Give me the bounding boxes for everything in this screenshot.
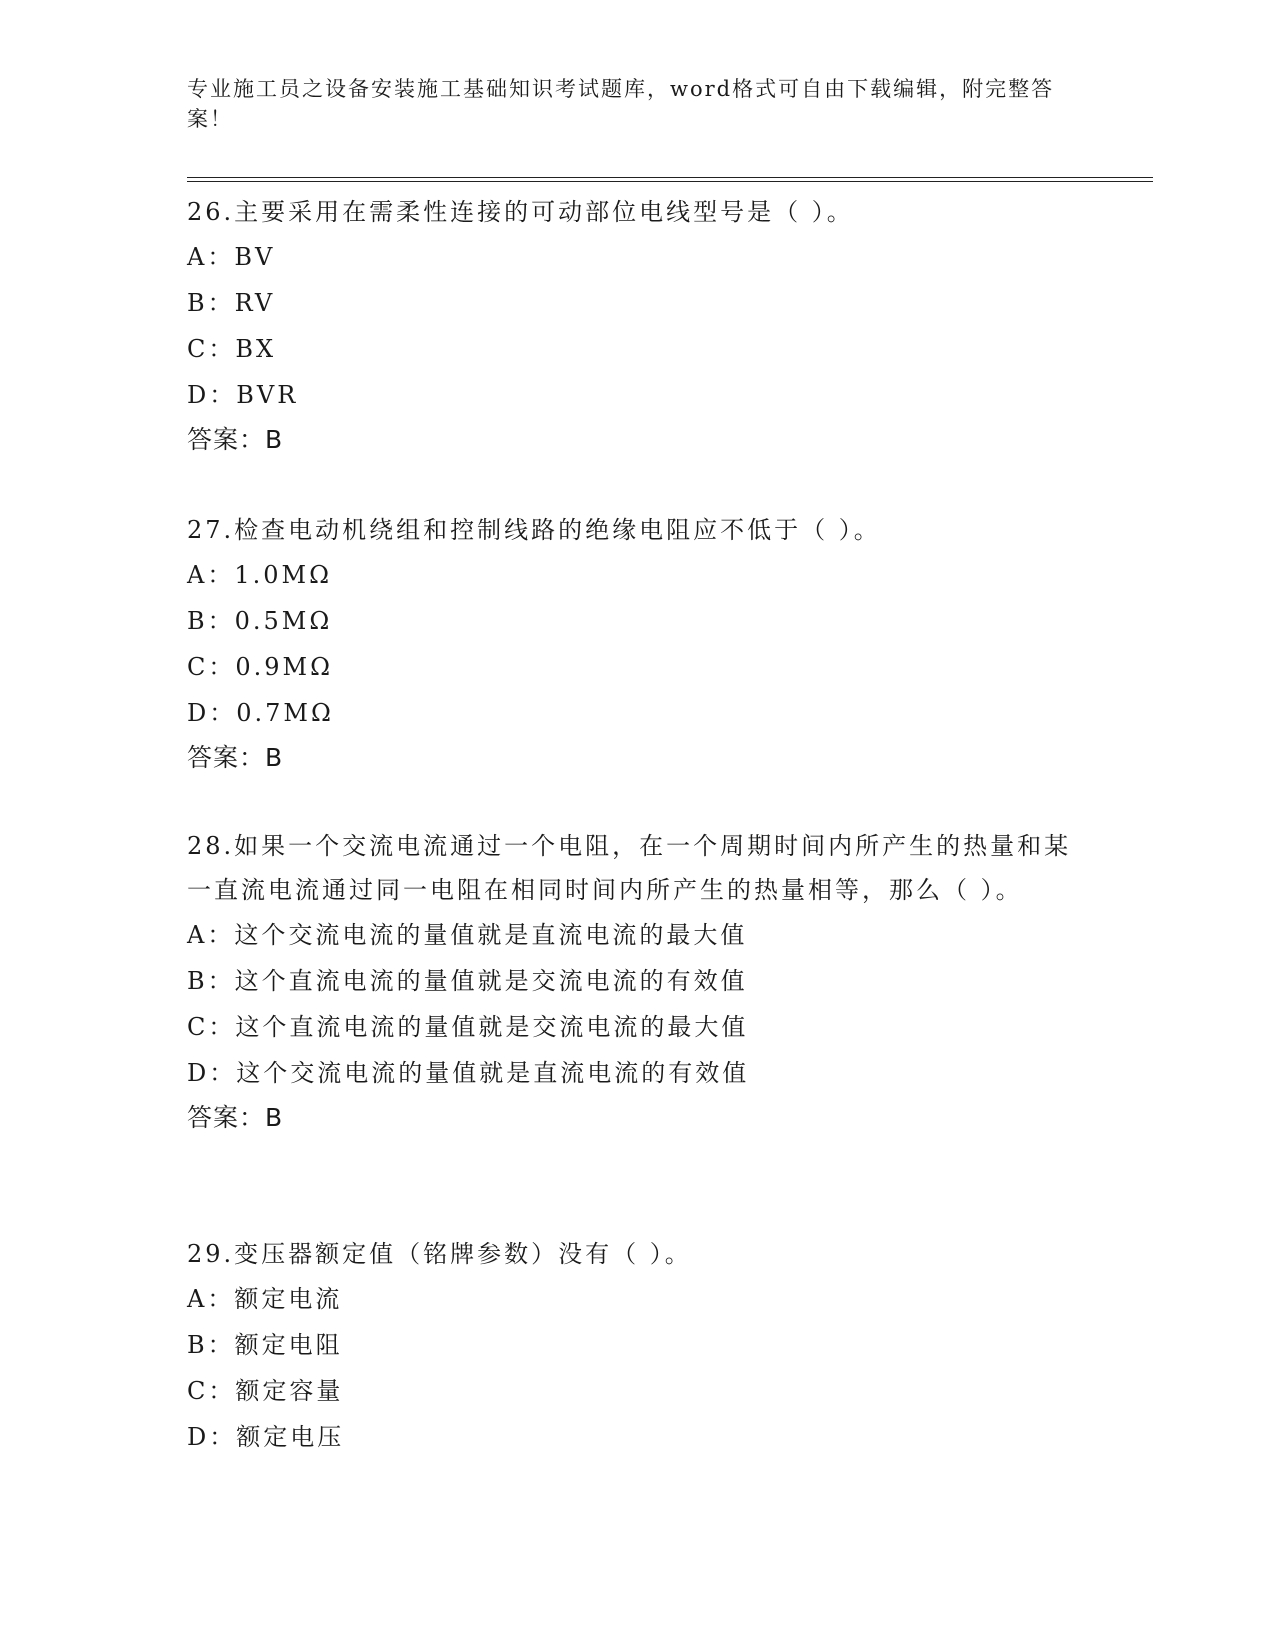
option-b: B：额定电阻 bbox=[187, 1331, 343, 1359]
option-c: C：BX bbox=[187, 335, 277, 363]
question-28 bbox=[187, 824, 1087, 1140]
option-d: D：这个交流电流的量值就是直流电流的有效值 bbox=[187, 1059, 750, 1087]
answer-text: 答案：B bbox=[187, 425, 284, 454]
option-c: C：这个直流电流的量值就是交流电流的最大值 bbox=[187, 1013, 749, 1041]
answer-text: 答案：B bbox=[187, 1103, 284, 1132]
header-divider-line-secondary bbox=[187, 181, 1153, 182]
option-a: A：1.0MΩ bbox=[187, 561, 332, 589]
header-divider-line bbox=[187, 177, 1153, 178]
question-27 bbox=[187, 508, 1087, 780]
option-b: B：RV bbox=[187, 289, 276, 317]
option-a: A：这个交流电流的量值就是直流电流的最大值 bbox=[187, 921, 748, 949]
question-stem: 27.检查电动机绕组和控制线路的绝缘电阻应不低于（ ）。 bbox=[187, 516, 881, 544]
answer-text: 答案：B bbox=[187, 743, 284, 772]
option-c: C：额定容量 bbox=[187, 1377, 344, 1405]
question-stem: 26.主要采用在需柔性连接的可动部位电线型号是（ ）。 bbox=[187, 198, 854, 226]
option-d: D：0.7MΩ bbox=[187, 699, 334, 727]
question-26 bbox=[187, 190, 1087, 462]
option-a: A：额定电流 bbox=[187, 1285, 343, 1313]
option-b: B：0.5MΩ bbox=[187, 607, 333, 635]
option-a: A：BV bbox=[187, 243, 276, 271]
question-stem: 28.如果一个交流电流通过一个电阻，在一个周期时间内所产生的热量和某一直流电流通过同一电阻在相同时间内所产生的热量相等，那么（ ）。 bbox=[187, 832, 1072, 904]
question-29 bbox=[187, 1232, 1087, 1460]
option-b: B：这个直流电流的量值就是交流电流的有效值 bbox=[187, 967, 748, 995]
option-d: D：BVR bbox=[187, 381, 299, 409]
document-header: 专业施工员之设备安装施工基础知识考试题库，word格式可自由下载编辑，附完整答案！ bbox=[187, 77, 1055, 131]
option-d: D：额定电压 bbox=[187, 1423, 345, 1451]
option-c: C：0.9MΩ bbox=[187, 653, 334, 681]
question-stem: 29.变压器额定值（铭牌参数）没有（ ）。 bbox=[187, 1240, 692, 1268]
